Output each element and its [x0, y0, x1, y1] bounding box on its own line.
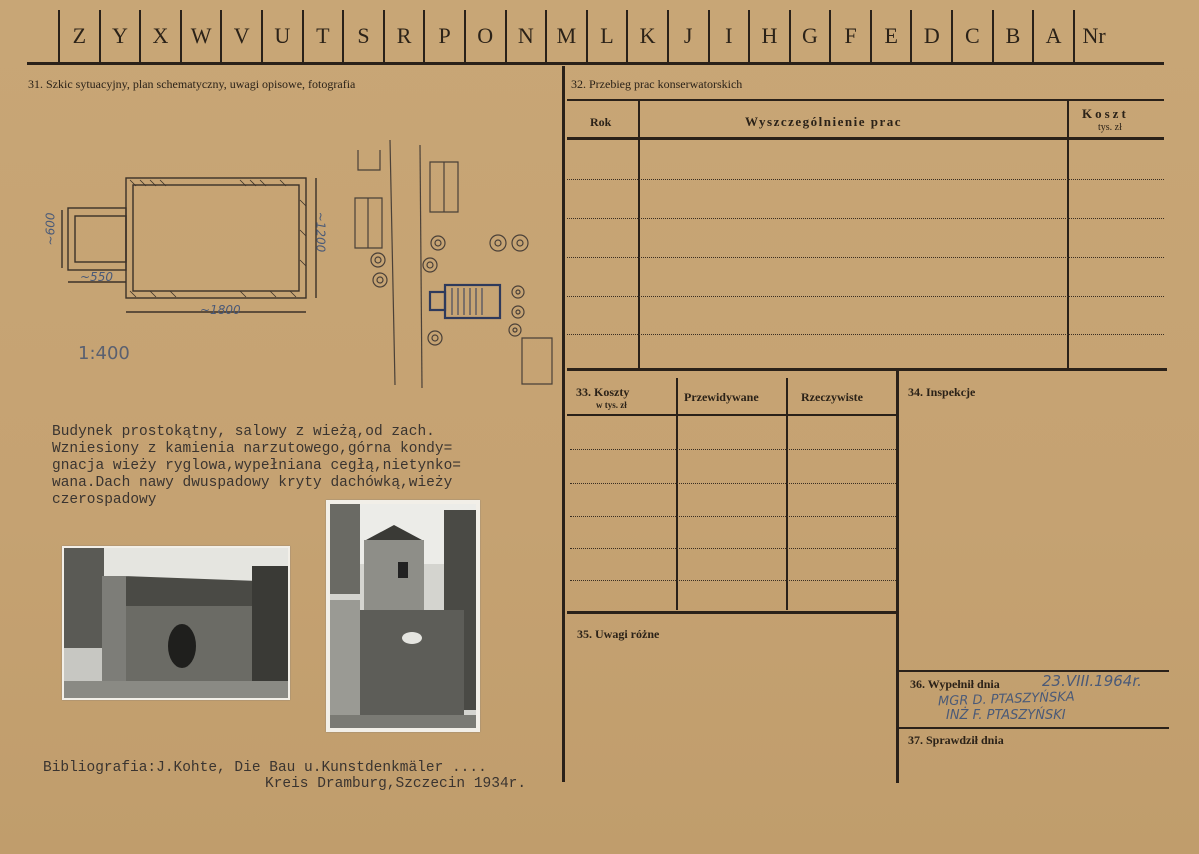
- field33-row: [570, 449, 896, 450]
- index-letters-strip: [58, 10, 1113, 62]
- index-letter: N: [505, 10, 546, 62]
- field32-col-cost-unit: tys. zł: [1098, 122, 1122, 133]
- index-letter: F: [829, 10, 870, 62]
- field32-row: [567, 334, 1164, 335]
- index-letter: H: [748, 10, 789, 62]
- field36-name2: INŻ F. PTASZYŃSKI: [946, 708, 1066, 723]
- field34-label: 34. Inspekcje: [908, 385, 976, 399]
- index-letter: V: [220, 10, 261, 62]
- index-letter: B: [992, 10, 1033, 62]
- index-letter: R: [383, 10, 424, 62]
- field33-col-rule-2: [786, 378, 788, 610]
- bibliography-line2: Kreis Dramburg,Szczecin 1934r.: [265, 776, 527, 792]
- field32-col-cost: Koszt: [1082, 106, 1129, 121]
- field32-row: [567, 296, 1164, 297]
- index-letter: S: [342, 10, 383, 62]
- index-letter: L: [586, 10, 627, 62]
- top-rule: [27, 62, 1164, 65]
- field33-unit: w tys. zł: [596, 400, 627, 410]
- photo-church-tower: [326, 500, 480, 732]
- field32-col-rule-1: [638, 101, 640, 368]
- field32-row: [567, 218, 1164, 219]
- index-letter: E: [870, 10, 911, 62]
- dim-1200-label: ~1200: [313, 211, 328, 253]
- field33-bottom-rule: [567, 611, 897, 614]
- field36-name1: MGR D. PTASZYŃSKA: [937, 689, 1075, 710]
- field34-divider: [896, 371, 899, 783]
- field31-label: 31. Szkic sytuacyjny, plan schematyczny, uwagi opisowe, fotografia: [28, 77, 356, 91]
- bibliography-line1: Bibliografia:J.Kohte, Die Bau u.Kunstdenkmäler ....: [43, 760, 487, 776]
- description-text: Budynek prostokątny, salowy z wieżą,od zach. Wzniesiony z kamienia narzutowego,górna kondy= gnacja wieży ryglowa,wypełniana cegłą,nietynko= wana.Dach nawy dwuspadowy kryty dachówką,wieży czerospadowy: [52, 424, 461, 508]
- field32-label: 32. Przebieg prac konserwatorskich: [571, 77, 743, 91]
- dim-600-label: ~600: [43, 212, 58, 246]
- field32-header-rule: [567, 137, 1164, 140]
- field32-col-rule-2: [1067, 101, 1069, 368]
- index-letter: T: [302, 10, 343, 62]
- field37-label: 37. Sprawdził dnia: [908, 733, 1004, 747]
- index-letter: Nr: [1073, 10, 1114, 62]
- field32-table-top: [567, 99, 1164, 101]
- index-letter: I: [708, 10, 749, 62]
- index-letter: A: [1032, 10, 1073, 62]
- field33-col-planned: Przewidywane: [684, 390, 759, 404]
- index-letter: O: [464, 10, 505, 62]
- index-letter: W: [180, 10, 221, 62]
- index-letter: X: [139, 10, 180, 62]
- index-letter: M: [545, 10, 586, 62]
- field33-row: [570, 483, 896, 484]
- field33-row: [570, 580, 896, 581]
- index-letter: C: [951, 10, 992, 62]
- index-letter: Y: [99, 10, 140, 62]
- index-letter: J: [667, 10, 708, 62]
- field32-col-year: Rok: [590, 115, 612, 129]
- index-letter: Z: [58, 10, 99, 62]
- dim-1800-label: ~1800: [200, 303, 241, 317]
- floor-plan-sketch: [40, 160, 340, 360]
- photo-church-side: [62, 546, 290, 700]
- field37-top-rule: [899, 727, 1169, 729]
- field33-row: [570, 548, 896, 549]
- main-divider: [562, 66, 565, 782]
- dim-550-label: ~550: [80, 270, 113, 284]
- field32-bottom-rule: [567, 368, 1167, 371]
- index-letter: U: [261, 10, 302, 62]
- field33-col-actual: Rzeczywiste: [801, 390, 863, 404]
- field33-row: [570, 516, 896, 517]
- index-letter: G: [789, 10, 830, 62]
- field36-date: 23.VIII.1964r.: [1042, 672, 1142, 690]
- field33-header-rule: [567, 414, 897, 416]
- field33-label: 33. Koszty: [576, 385, 630, 399]
- field36-label: 36. Wypełnił dnia: [910, 677, 1000, 691]
- index-letter: P: [423, 10, 464, 62]
- field32-row: [567, 179, 1164, 180]
- field32-row: [567, 257, 1164, 258]
- index-letter: D: [910, 10, 951, 62]
- field35-label: 35. Uwagi różne: [577, 627, 660, 641]
- index-letter: K: [626, 10, 667, 62]
- site-plan-sketch: [350, 140, 560, 390]
- field32-col-works: Wyszczególnienie prac: [745, 114, 903, 129]
- field33-col-rule-1: [676, 378, 678, 610]
- scale-label: 1:400: [78, 343, 130, 364]
